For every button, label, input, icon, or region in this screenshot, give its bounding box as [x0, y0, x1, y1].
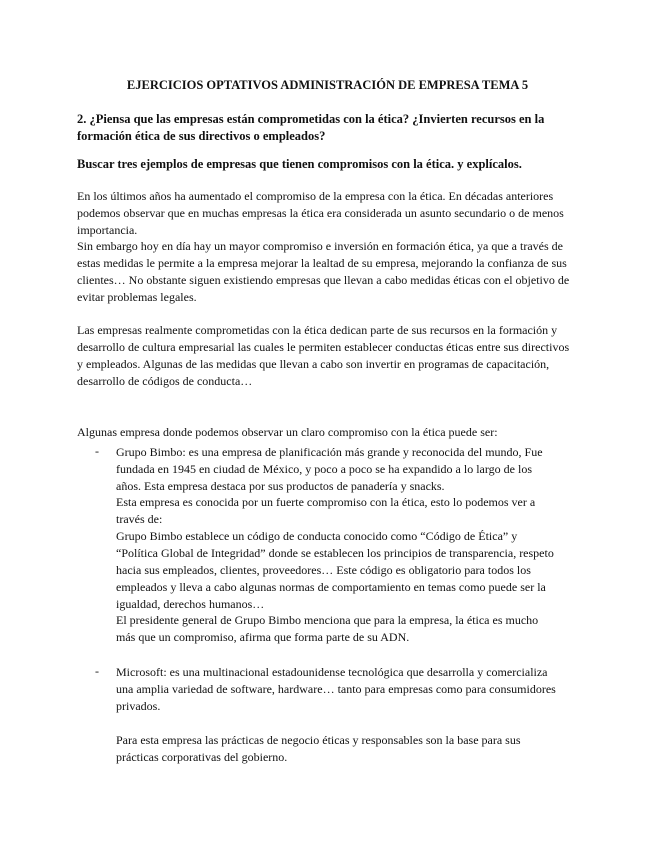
- example-bimbo-code: Grupo Bimbo establece un código de conducta conocido como “Código de Ética” y “Política Global de Integridad” donde se establecen los principios de transparencia, respeto hacia sus empleados, clientes, proveedores… Este código es obligatorio para todos los empleados y lleva a cabo algunas normas de comportamiento en temas como puede ser la igualdad, derechos humanos…: [116, 529, 554, 611]
- document-title: EJERCICIOS OPTATIVOS ADMINISTRACIÓN DE EMPRESA TEMA 5: [126, 78, 529, 92]
- paragraph-intro: En los últimos años ha aumentado el compromiso de la empresa con la ética. En décadas anteriores podemos observar que en muchas empresas la ética era considerada un asunto secundario o de menos importancia.: [77, 189, 564, 237]
- question-heading: 2. ¿Piensa que las empresas están comprometidas con la ética? ¿Invierten recursos en la formación ética de sus directivos o empleados?: [77, 112, 545, 143]
- paragraph-investment: Sin embargo hoy en día hay un mayor compromiso e inversión en formación ética, ya que a través de estas medidas le permite a la empresa mejorar la lealtad de su empresa, mejorando la confianza de sus clientes… No obstante siguen existiendo empresas que llevan a cabo medidas éticas con el objetivo de evitar problemas legales.: [77, 239, 570, 304]
- task-heading: Buscar tres ejemplos de empresas que tienen compromisos con la ética. y explícalos.: [77, 157, 522, 171]
- example-microsoft-description: Microsoft: es una multinacional estadounidense tecnológica que desarrolla y comercializa una amplia variedad de software, hardware… tanto para empresas como para consumidores privados.: [116, 665, 556, 713]
- example-microsoft-practices: Para esta empresa las prácticas de negocio éticas y responsables son la base para sus prácticas corporativas del gobierno.: [116, 733, 521, 764]
- list-bullet: -: [95, 664, 99, 678]
- examples-intro: Algunas empresa donde podemos observar un claro compromiso con la ética puede ser:: [77, 425, 498, 439]
- example-bimbo-president: El presidente general de Grupo Bimbo menciona que para la empresa, la ética es mucho más que un compromiso, afirma que forma parte de su ADN.: [116, 613, 539, 644]
- paragraph-committed-companies: Las empresas realmente comprometidas con la ética dedican parte de sus recursos en la formación y desarrollo de cultura empresarial las cuales le permiten establecer conductas éticas entre sus directivos y empleados. Algunas de las medidas que llevan a cabo son invertir en programas de capacitación, desarrollo de códigos de conducta…: [77, 323, 570, 388]
- example-bimbo-description: Grupo Bimbo: es una empresa de planificación más grande y reconocida del mundo, Fue fundada en 1945 en ciudad de México, y poco a poco se ha expandido a lo largo de los años. Esta empresa destaca por sus productos de panadería y snacks.: [116, 445, 543, 493]
- example-bimbo-commitment: Esta empresa es conocida por un fuerte compromiso con la ética, esto lo podemos ver a través de:: [116, 495, 536, 526]
- list-bullet: -: [95, 444, 99, 458]
